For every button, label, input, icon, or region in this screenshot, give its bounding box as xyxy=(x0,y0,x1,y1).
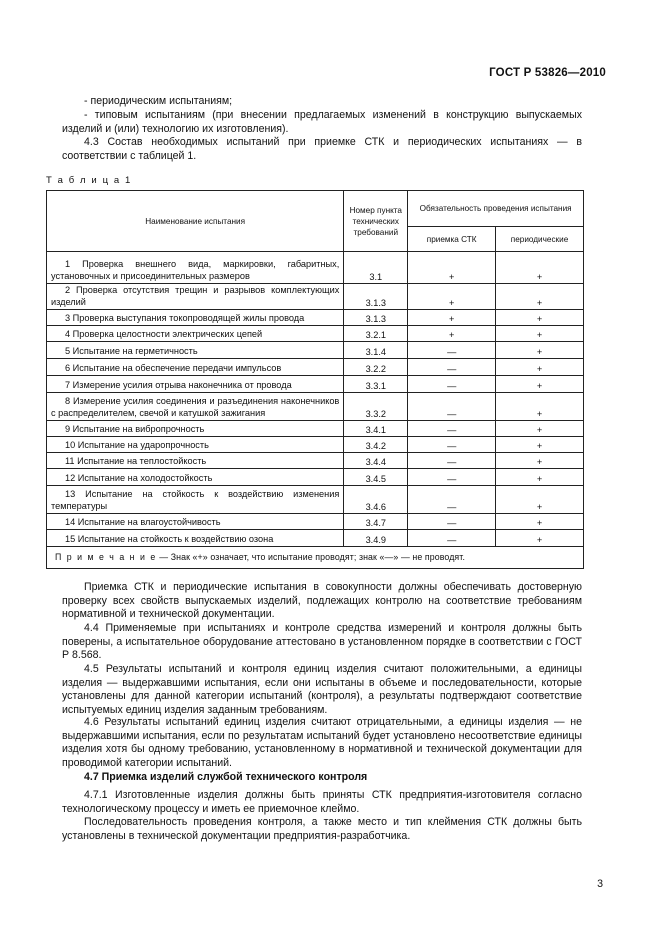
test-name-text: 2 Проверка отсутствия трещин и разрывов комплектующих изделий xyxy=(51,285,340,307)
test-name-cell xyxy=(47,376,344,393)
table-row xyxy=(47,530,584,547)
stk-cell: — xyxy=(408,453,496,469)
test-name-cell xyxy=(47,310,344,326)
test-name-cell xyxy=(47,469,344,486)
periodic-cell: + xyxy=(496,376,584,393)
table-row xyxy=(47,376,584,393)
stk-cell: — xyxy=(408,393,496,421)
test-name-text: 9 Испытание на вибропрочность xyxy=(65,423,205,434)
table-caption: Т а б л и ц а 1 xyxy=(46,175,132,186)
periodic-cell: + xyxy=(496,342,584,359)
clause-4-5: 4.5 Результаты испытаний и контроля единиц изделия считают положительными, а единицы изделия — выдержавшими испытания, если они испытаны в объеме и последовательности, которые установлены для данной категории испытаний (контроля), а результаты подтверждают соответствие испытуемых единиц изделия заданным требованиям. xyxy=(62,663,582,716)
clause-number-cell: 3.1.4 xyxy=(344,342,408,359)
clause-number-cell: 3.4.4 xyxy=(344,453,408,469)
test-name-text: 11 Испытание на теплостойкость xyxy=(65,455,207,466)
header-clause-number: Номер пункта технических требований xyxy=(344,191,408,252)
clause-number-cell: 3.2.1 xyxy=(344,326,408,342)
test-name-cell xyxy=(47,453,344,469)
clause-4-3: 4.3 Состав необходимых испытаний при приемке СТК и периодических испытаниях — в соответствии с таблицей 1. xyxy=(62,136,582,162)
test-name-text: 7 Измерение усилия отрыва наконечника от провода xyxy=(65,379,292,390)
clause-4-7-1: 4.7.1 Изготовленные изделия должны быть приняты СТК предприятия-изготовителя согласно технологическому процессу и иметь ее приемочное клеймо. xyxy=(62,789,582,815)
clause-4-6: 4.6 Результаты испытаний единиц изделия считают отрицательными, а единицы изделия — не выдержавшими испытания, если по результатам испытаний будет установлено несоответствие единицы изделия хотя бы одному требованию, установленному в нормативной и технической документации для проводимой категории испытаний. xyxy=(62,716,582,769)
note-label: П р и м е ч а н и е xyxy=(55,552,157,562)
stk-cell: — xyxy=(408,530,496,547)
header-stk: приемка СТК xyxy=(408,227,496,252)
test-name-text: 8 Измерение усилия соединения и разъединения наконечников с распределителем, свечой и катушкой зажигания xyxy=(51,396,340,418)
test-name-text: 1 Проверка внешнего вида, маркировки, габаритных, установочных и присоединительных размеров xyxy=(51,259,340,281)
clause-number-cell: 3.4.7 xyxy=(344,514,408,530)
test-name-text: 4 Проверка целостности электрических цепей xyxy=(65,328,263,339)
periodic-cell: + xyxy=(496,530,584,547)
test-name-text: 6 Испытание на обеспечение передачи импульсов xyxy=(65,362,282,373)
table-row xyxy=(47,342,584,359)
test-name-text: 15 Испытание на стойкость к воздействию озона xyxy=(65,533,274,544)
note-text: — Знак «+» означает, что испытание проводят; знак «—» — не проводят. xyxy=(156,552,465,562)
table-row xyxy=(47,326,584,342)
stk-cell: + xyxy=(408,284,496,310)
clause-number-cell: 3.1.3 xyxy=(344,284,408,310)
test-name-cell xyxy=(47,342,344,359)
test-name-text: 3 Проверка выступания токопроводящей жилы провода xyxy=(65,312,305,323)
stk-cell: — xyxy=(408,376,496,393)
periodic-cell: + xyxy=(496,284,584,310)
header-obligation: Обязательность проведения испытания xyxy=(408,191,584,227)
page-number: 3 xyxy=(597,878,603,890)
test-name-cell xyxy=(47,326,344,342)
stk-cell: — xyxy=(408,359,496,376)
stk-cell: — xyxy=(408,486,496,514)
periodic-cell: + xyxy=(496,514,584,530)
table-row xyxy=(47,486,584,514)
periodic-cell: + xyxy=(496,359,584,376)
paragraph-marking: Последовательность проведения контроля, а также место и тип клеймения СТК должны быть установлены в технической документации предприятия-разработчика. xyxy=(62,816,582,842)
periodic-cell: + xyxy=(496,310,584,326)
clause-number-cell: 3.4.1 xyxy=(344,421,408,437)
periodic-cell: + xyxy=(496,252,584,284)
intro-item-type-tests: - типовым испытаниям (при внесении предлагаемых изменений в конструкцию выпускаемых изделий и (или) технологию их изготовления). xyxy=(62,109,582,135)
clause-number-cell: 3.3.2 xyxy=(344,393,408,421)
clause-4-4: 4.4 Применяемые при испытаниях и контроле средства измерений и контроля должны быть поверены, а испытательное оборудование аттестовано в установленном порядке в соответствии с ГОСТ Р 8.568. xyxy=(62,622,582,662)
test-name-text: 5 Испытание на герметичность xyxy=(65,345,198,356)
intro-item-periodic: - периодическим испытаниям; xyxy=(84,95,233,107)
stk-cell: + xyxy=(408,252,496,284)
clause-number-cell: 3.4.6 xyxy=(344,486,408,514)
clause-number-cell: 3.4.2 xyxy=(344,437,408,453)
table-row xyxy=(47,453,584,469)
table-row xyxy=(47,359,584,376)
test-name-cell xyxy=(47,359,344,376)
stk-cell: + xyxy=(408,326,496,342)
test-name-cell xyxy=(47,393,344,421)
section-4-7-heading: 4.7 Приемка изделий службой технического контроля xyxy=(84,771,368,783)
periodic-cell: + xyxy=(496,453,584,469)
clause-number-cell: 3.1 xyxy=(344,252,408,284)
clause-number-cell: 3.4.5 xyxy=(344,469,408,486)
stk-cell: + xyxy=(408,310,496,326)
test-name-text: 13 Испытание на стойкость к воздействию изменения температуры xyxy=(51,489,340,511)
table-row xyxy=(47,252,584,284)
periodic-cell: + xyxy=(496,421,584,437)
table-row xyxy=(47,421,584,437)
test-name-cell xyxy=(47,486,344,514)
periodic-cell: + xyxy=(496,326,584,342)
clause-number-cell: 3.2.2 xyxy=(344,359,408,376)
test-name-cell xyxy=(47,284,344,310)
table-row xyxy=(47,310,584,326)
test-name-cell xyxy=(47,514,344,530)
paragraph-acceptance: Приемка СТК и периодические испытания в совокупности должны обеспечивать достоверную проверку всех свойств выпускаемых изделий, подлежащих контролю на соответствие требованиям нормативной и технической документации. xyxy=(62,581,582,621)
table-row xyxy=(47,469,584,486)
table-row xyxy=(47,514,584,530)
stk-cell: — xyxy=(408,469,496,486)
stk-cell: — xyxy=(408,342,496,359)
table-row xyxy=(47,393,584,421)
table-note xyxy=(47,547,584,569)
tests-table xyxy=(46,190,584,569)
stk-cell: — xyxy=(408,514,496,530)
test-name-text: 12 Испытание на холодостойкость xyxy=(65,472,213,483)
periodic-cell: + xyxy=(496,393,584,421)
periodic-cell: + xyxy=(496,469,584,486)
clause-number-cell: 3.4.9 xyxy=(344,530,408,547)
stk-cell: — xyxy=(408,421,496,437)
stk-cell: — xyxy=(408,437,496,453)
header-test-name: Наименование испытания xyxy=(47,191,344,252)
periodic-cell: + xyxy=(496,486,584,514)
table-row xyxy=(47,284,584,310)
test-name-cell xyxy=(47,421,344,437)
test-name-cell xyxy=(47,252,344,284)
clause-number-cell: 3.3.1 xyxy=(344,376,408,393)
standard-header: ГОСТ Р 53826—2010 xyxy=(489,67,606,79)
table-row xyxy=(47,437,584,453)
periodic-cell: + xyxy=(496,437,584,453)
test-name-text: 14 Испытание на влагоустойчивость xyxy=(65,516,221,527)
header-periodic: периодические xyxy=(496,227,584,252)
test-name-text: 10 Испытание на ударопрочность xyxy=(65,439,209,450)
clause-number-cell: 3.1.3 xyxy=(344,310,408,326)
test-name-cell xyxy=(47,437,344,453)
test-name-cell xyxy=(47,530,344,547)
